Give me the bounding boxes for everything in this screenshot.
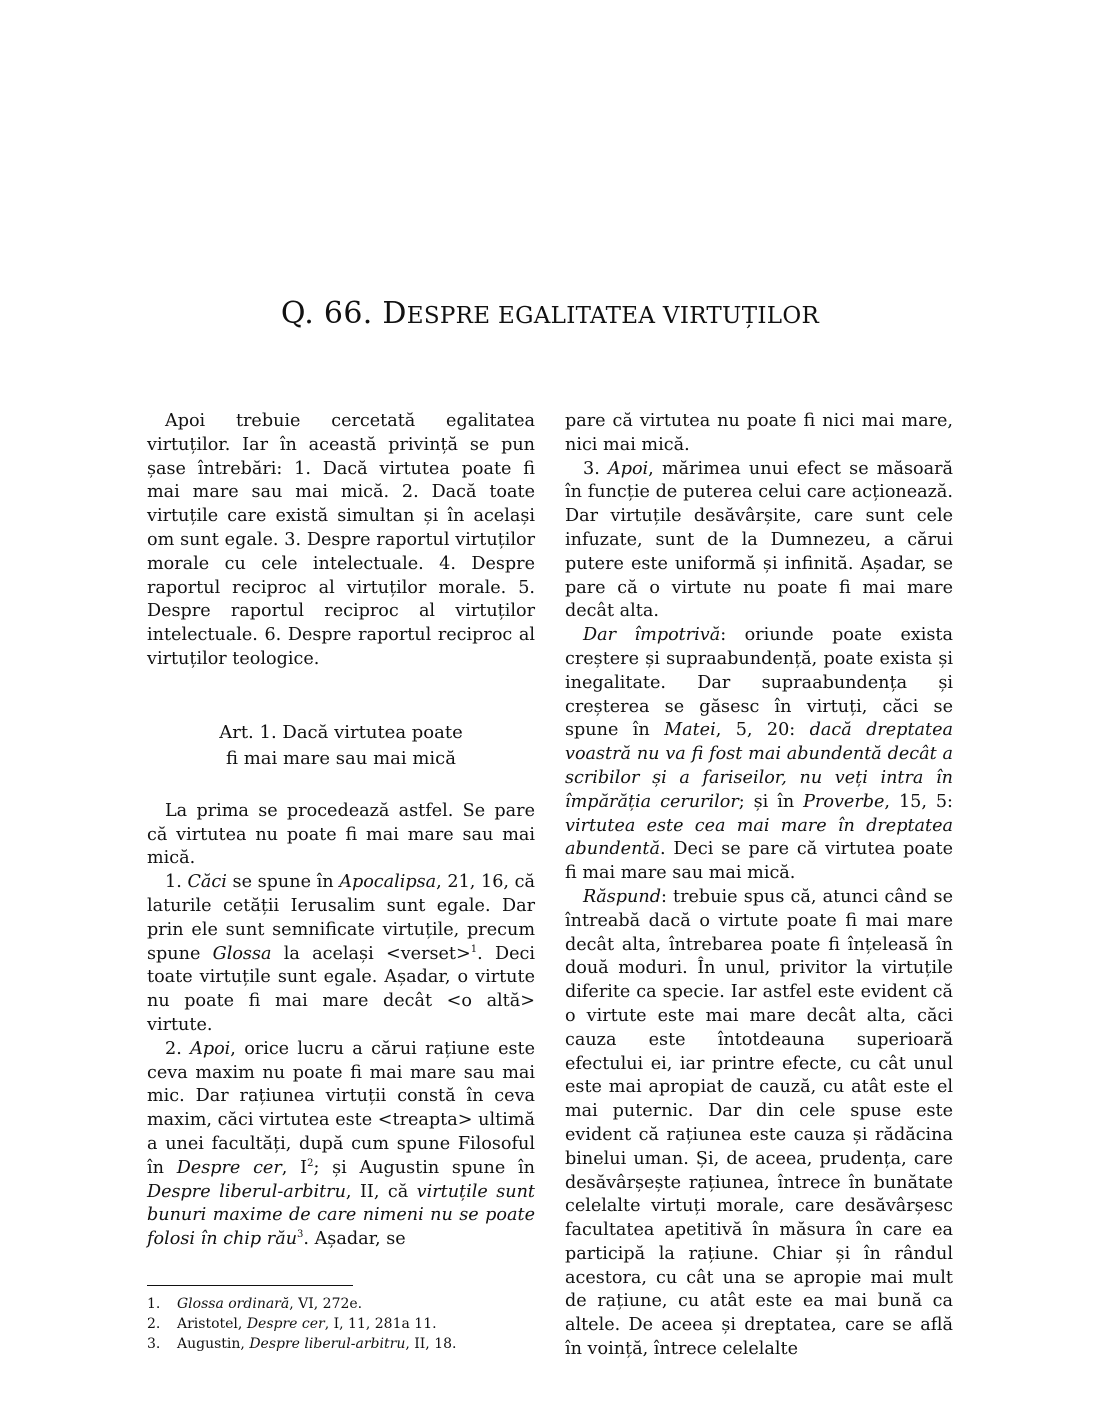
intro-paragraph: Apoi trebuie cercetată egalitatea virtuților. Iar în această privință se pun șase întrebări: 1. Dacă virtutea poate fi mai mare sau mai mică. 2. Dacă toate virtuțile care există simultan și în același om sunt egale. 3. Despre raportul virtuților morale cu cele intelectuale. 4. Despre raportul reciproc al virtuților morale. 5. Despre raportul reciproc al virtuților intelectuale. 6. Despre raportul reciproc al virtuților teologice.	[147, 411, 535, 669]
footnote-1: 1. Glossa ordinară, VI, 272e.	[147, 1296, 363, 1312]
title-rest: ESPRE EGALITATEA VIRTUȚILOR	[406, 303, 820, 329]
sed-contra-paragraph: Dar împotrivă: oriunde poate exista creștere și supraabundență, poate exista și inegalitate. Dar supraabundența și creșterea se găsesc în virtuți, căci se spune în Matei, 5, 20: dacă dreptatea voastră nu va fi fost mai abundentă decât a scribilor și a fariseilor, nu veți intra în împărăția cerurilor; și în Proverbe, 15, 5: virtutea este cea mai mare în dreptatea abundentă. Deci se pare că virtutea poate fi mai mare sau mai mică.	[565, 625, 953, 884]
question-number: Q. 66.	[280, 296, 373, 331]
page-title	[0, 296, 1100, 331]
footnotes	[147, 1294, 537, 1354]
respondeo-paragraph: Răspund: trebuie spus că, atunci când se întreabă dacă o virtute poate fi mai mare decât alta, întrebarea poate fi înțeleasă în două moduri. În unul, privitor la virtuțile diferite ca specie. Iar astfel este evident că o virtute este mai mare decât alta, căci cauza este întotdeauna superioară efectului ei, iar printre efecte, cu cât unul este mai apropiat de cauză, cu atât este el mai puternic. Dar din cele spuse este evident că rațiunea este cauza și rădăcina binelui uman. Și, de aceea, prudența, care desăvârșește rațiunea, întrece în bunătate celelalte virtuți morale, care desăvârșesc facultatea apetitivă în măsura în care ea participă la rațiune. Chiar și în rândul acestora, cu cât una se apropie mai mult de rațiune, cu atât este ea mai bună ca altele. De aceea și dreptatea, care se află în voință, întrece celelalte	[565, 886, 953, 1360]
footnote-separator	[147, 1285, 353, 1286]
objection-2: 2. Apoi, orice lucru a cărui rațiune este ceva maxim nu poate fi mai mare sau mai mic. Dar rațiunea virtuții constă în ceva maxim, căci virtutea este <treapta> ultimă a unei facultăți, după cum spune Filosoful în Despre cer, $I^2$; și Augustin spune în Despre liberul-arbitru, II, că virtuțile sunt bunuri maxime de care nimeni nu se poate folosi în chip rău$^3$. Așadar, se	[147, 1038, 535, 1250]
objection-3: 3. Apoi, mărimea unui efect se măsoară în funcție de puterea celui care acționează. Dar virtuțile desăvârșite, care sunt cele infuzate, sunt de la Dumnezeu, a cărui putere este uniformă și infinită. Așadar, se pare că o virtute nu poate fi mai mare decât alta.	[565, 458, 953, 622]
objection-2-continued: pare că virtutea nu poate fi nici mai mare, nici mai mică.	[565, 411, 953, 455]
footnote-ref-1: 1	[470, 943, 478, 955]
footnote-2: 2. Aristotel, Despre cer, I, 11, 281a 11.	[147, 1316, 437, 1332]
title-first-letter: D	[382, 296, 407, 331]
footnote-3: 3. Augustin, Despre liberul-arbitru, II, 18.	[147, 1336, 457, 1352]
footnote-ref-3: 3	[297, 1229, 304, 1241]
left-column	[147, 410, 535, 1252]
article-heading-line-1: Art. 1. Dacă virtutea poate	[219, 721, 463, 743]
right-column	[565, 410, 953, 1362]
footnote-ref-2: 2	[307, 1157, 314, 1169]
article-heading-line-2: fi mai mare sau mai mică	[226, 747, 456, 769]
article-heading	[147, 720, 535, 772]
procedure-paragraph: La prima se procedează astfel. Se pare că virtutea nu poate fi mai mare sau mai mică.	[147, 800, 535, 869]
objection-1: 1. Căci se spune în Apocalipsa, 21, 16, că laturile cetății Ierusalim sunt egale. Dar prin ele sunt semnificate virtuțile, precum spune Glossa la același <verset>$^1$. Deci toate virtuțile sunt egale. Așadar, o virtute nu poate fi mai mare decât <o altă> virtute.	[147, 872, 535, 1035]
